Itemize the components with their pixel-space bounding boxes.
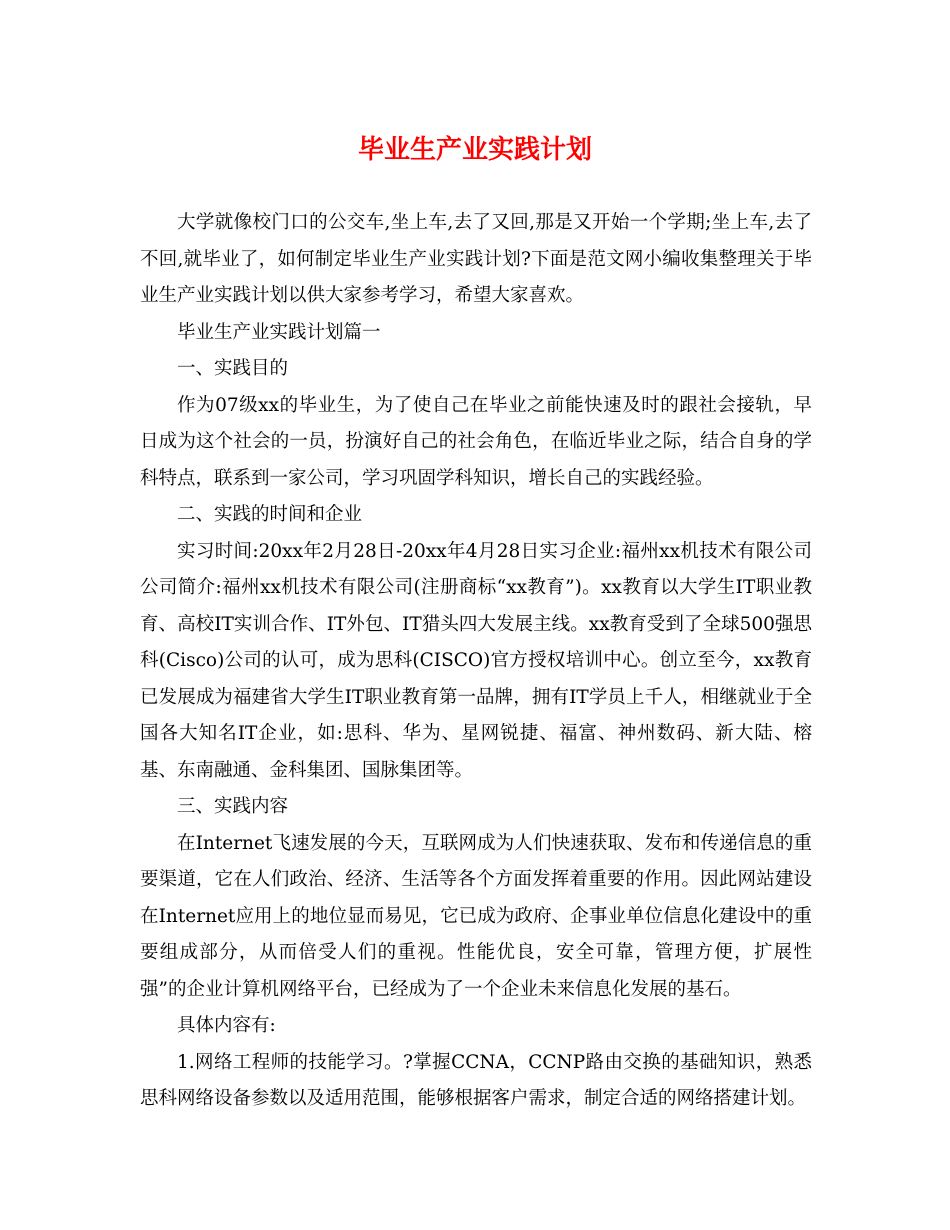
paragraph-intro: 大学就像校门口的公交车,坐上车,去了又回,那是又开始一个学期;坐上车,去了不回,就毕业了，如何制定毕业生产业实践计划?下面是范文网小编收集整理关于毕业生产业实践计划以供大家参考学习，希望大家喜欢。 (140, 212, 812, 306)
document-body (140, 205, 812, 1118)
paragraph-item-1: 1.网络工程师的技能学习。?掌握CCNA，CCNP路由交换的基础知识，熟悉思科网络设备参数以及适用范围，能够根据客户需求，制定合适的网络搭建计划。 (140, 1051, 812, 1109)
section-heading-content: 三、实践内容 (177, 796, 289, 817)
paragraph-time-company: 实习时间:20xx年2月28日-20xx年4月28日实习企业:福州xx机技术有限公司公司简介:福州xx机技术有限公司(注册商标“xx教育”)。xx教育以大学生IT职业教育、高校IT实训合作、IT外包、IT猎头四大发展主线。xx教育受到了全球500强思科(Cisco)公司的认可，成为思科(CISCO)官方授权培训中心。创立至今，xx教育已发展成为福建省大学生IT职业教育第一品牌，拥有IT学员上千人，相继就业于全国各大知名IT企业，如:思科、华为、星网锐捷、福富、神州数码、新大陆、榕基、东南融通、金科集团、国脉集团等。 (140, 540, 812, 781)
section-heading-part-one: 毕业生产业实践计划篇一 (177, 321, 381, 343)
paragraph-content: 在Internet飞速发展的今天，互联网成为人们快速获取、发布和传递信息的重要渠道，它在人们政治、经济、生活等各个方面发挥着重要的作用。因此网站建设在Internet应用上的地位显而易见，它已成为政府、企事业单位信息化建设中的重要组成部分，从而倍受人们的重视。性能优良，安全可靠，管理方便，扩展性强”的企业计算机网络平台，已经成为了一个企业未来信息化发展的基石。 (140, 832, 812, 1000)
document-title: 毕业生产业实践计划 (357, 135, 592, 165)
paragraph-purpose: 作为07级xx的毕业生，为了使自己在毕业之前能快速及时的跟社会接轨，早日成为这个社会的一员，扮演好自己的社会角色，在临近毕业之际，结合自身的学科特点，联系到一家公司，学习巩固学科知识，增长自己的实践经验。 (140, 394, 812, 489)
paragraph-specifics-label: 具体内容有: (177, 1015, 276, 1036)
section-heading-time-company: 二、实践的时间和企业 (177, 504, 363, 525)
section-heading-purpose: 一、实践目的 (177, 358, 289, 379)
